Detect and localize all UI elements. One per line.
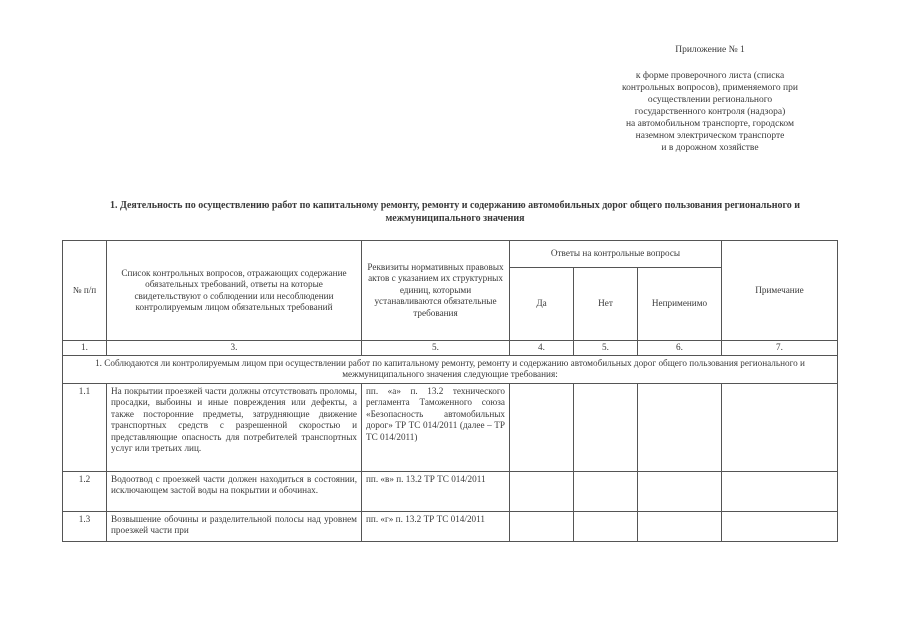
row-question: На покрытии проезжей части должны отсутствовать проломы, просадки, выбоины и иные повреждения или дефекты, а также посторонние предметы, затрудняющие движение транспортных средств с разрешенной скоростью и представляющие опасность для потребителей транспортных услуг или третьих лиц. — [107, 383, 362, 471]
column-number: 1. — [63, 341, 107, 356]
section-title: 1. Деятельность по осуществлению работ по капитальному ремонту, ремонту и содержанию автомобильных дорог общего пользования регионального и межмуниципального значения — [109, 200, 801, 224]
header-na: Неприменимо — [638, 268, 722, 341]
table-row — [63, 383, 838, 471]
header-note: Примечание — [722, 241, 838, 341]
appendix-line: осуществлении регионального — [647, 95, 773, 105]
column-numbers-row — [63, 341, 838, 356]
header-no: Нет — [574, 268, 638, 341]
appendix-block — [560, 44, 860, 154]
answer-na-cell[interactable] — [638, 471, 722, 511]
answer-yes-cell[interactable] — [510, 383, 574, 471]
table-row — [63, 471, 838, 511]
appendix-line: наземном электрическом транспорте — [635, 131, 785, 141]
note-cell[interactable] — [722, 511, 838, 541]
answer-na-cell[interactable] — [638, 383, 722, 471]
checklist-table — [62, 240, 838, 542]
header-requisites: Реквизиты нормативных правовых актов с указанием их структурных единиц, которыми устанавливаются обязательные требования — [362, 241, 510, 341]
column-number: 3. — [107, 341, 362, 356]
answer-no-cell[interactable] — [574, 383, 638, 471]
appendix-line: на автомобильном транспорте, городском — [625, 119, 795, 129]
header-questions: Список контрольных вопросов, отражающих содержание обязательных требований, ответы на которые свидетельствуют о соблюдении или несоблюдении контролируемым лицом обязательных требований — [107, 241, 362, 341]
answer-na-cell[interactable] — [638, 511, 722, 541]
note-cell[interactable] — [722, 383, 838, 471]
row-num: 1.3 — [63, 511, 107, 541]
answer-no-cell[interactable] — [574, 471, 638, 511]
column-number: 4. — [510, 341, 574, 356]
appendix-line: и в дорожном хозяйстве — [661, 143, 759, 153]
answer-no-cell[interactable] — [574, 511, 638, 541]
header-row — [63, 241, 838, 268]
group-title: 1. Соблюдаются ли контролируемым лицом при осуществлении работ по капитальному ремонту, ремонту и содержанию автомобильных дорог общего пользования регионального и межмуниципального значения следующие требования: — [63, 355, 838, 383]
row-requisite: пп. «г» п. 13.2 ТР ТС 014/2011 — [362, 511, 510, 541]
answer-yes-cell[interactable] — [510, 511, 574, 541]
note-cell[interactable] — [722, 471, 838, 511]
header-num: № п/п — [63, 241, 107, 341]
table-row — [63, 511, 838, 541]
row-requisite: пп. «в» п. 13.2 ТР ТС 014/2011 — [362, 471, 510, 511]
row-num: 1.1 — [63, 383, 107, 471]
column-number: 6. — [638, 341, 722, 356]
row-num: 1.2 — [63, 471, 107, 511]
row-requisite: пп. «а» п. 13.2 технического регламента Таможенного союза «Безопасность автомобильных дорог» ТР ТС 014/2011 (далее – ТР ТС 014/2011) — [362, 383, 510, 471]
column-number: 7. — [722, 341, 838, 356]
header-yes: Да — [510, 268, 574, 341]
row-question: Водоотвод с проезжей части должен находиться в состоянии, исключающем застой воды на покрытии и обочинах. — [107, 471, 362, 511]
appendix-line: к форме проверочного листа (списка — [635, 71, 785, 81]
column-number: 5. — [574, 341, 638, 356]
row-question: Возвышение обочины и разделительной полосы над уровнем проезжей части при — [107, 511, 362, 541]
header-answers: Ответы на контрольные вопросы — [510, 241, 722, 268]
answer-yes-cell[interactable] — [510, 471, 574, 511]
column-number: 5. — [362, 341, 510, 356]
appendix-title: Приложение № 1 — [675, 45, 745, 55]
appendix-line: контрольных вопросов), применяемого при — [622, 83, 798, 93]
appendix-line: государственного контроля (надзора) — [634, 107, 786, 117]
group-row — [63, 355, 838, 383]
